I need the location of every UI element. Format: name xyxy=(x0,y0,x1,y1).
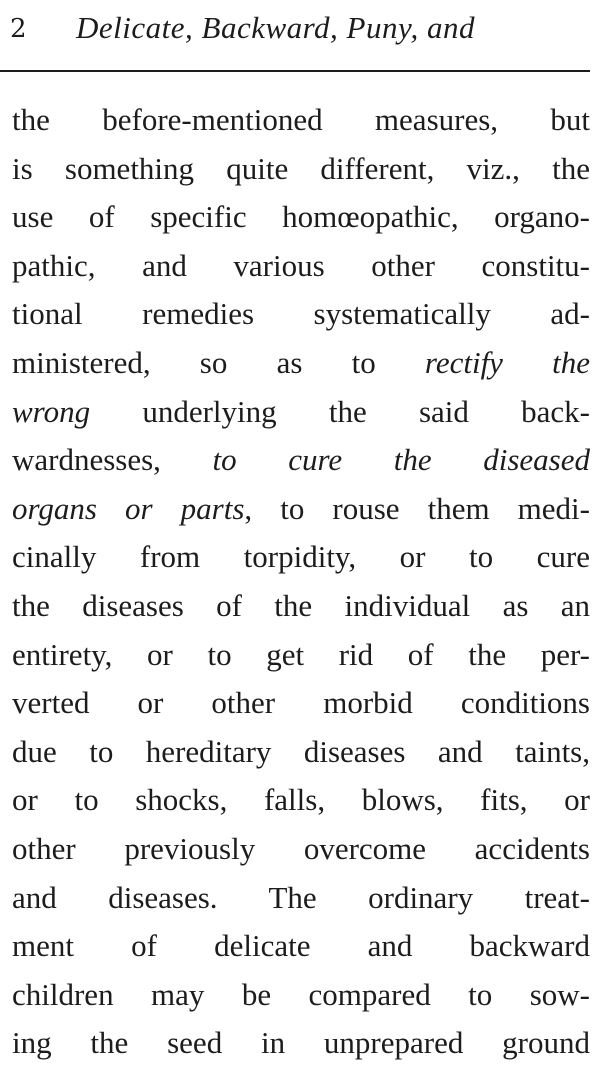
text-line xyxy=(12,436,590,485)
text-segment: verted or other morbid conditions xyxy=(12,685,590,721)
text-segment: , to rouse them medi- xyxy=(244,490,590,526)
text-segment: pathic, and various other constitu- xyxy=(12,247,590,283)
text-line xyxy=(12,971,590,1020)
text-line xyxy=(12,290,590,339)
text-line xyxy=(12,825,590,874)
text-line xyxy=(12,1019,590,1068)
text-segment: entirety, or to get rid of the per- xyxy=(12,636,590,672)
italic-text: rectify the xyxy=(424,344,591,380)
text-segment: wardnesses, xyxy=(12,442,213,478)
page-number: 2 xyxy=(10,14,27,44)
text-line xyxy=(12,193,590,242)
italic-text: organs or parts xyxy=(12,490,245,526)
text-segment: children may be compared to sow- xyxy=(12,976,590,1012)
text-line xyxy=(12,388,590,437)
text-line xyxy=(12,679,590,728)
text-segment: ment of delicate and backward xyxy=(12,928,590,964)
text-segment: the before-mentioned measures, but xyxy=(12,102,590,137)
text-line xyxy=(12,145,590,194)
text-segment: ministered, so as to xyxy=(12,344,425,380)
text-segment: and diseases. The ordinary treat- xyxy=(12,879,590,915)
text-segment: underlying the said back- xyxy=(90,393,590,429)
text-line xyxy=(12,242,590,291)
text-line xyxy=(12,874,590,923)
text-segment: the diseases of the individual as an xyxy=(12,587,590,623)
text-segment: other previously overcome accidents xyxy=(12,830,590,866)
text-segment: ing the seed in unprepared ground xyxy=(12,1025,590,1061)
italic-text: wrong xyxy=(12,393,91,429)
text-segment: use of specific homœopathic, organo- xyxy=(12,199,590,235)
text-line xyxy=(12,631,590,680)
text-line xyxy=(12,728,590,777)
text-segment: due to hereditary diseases and taints, xyxy=(12,733,590,769)
text-line xyxy=(12,96,590,145)
header-rule xyxy=(0,70,590,72)
text-line xyxy=(12,485,590,534)
text-segment: is something quite different, viz., the xyxy=(12,150,590,186)
page-header xyxy=(0,0,600,60)
text-line xyxy=(12,922,590,971)
text-segment: tional remedies systematically ad- xyxy=(12,296,590,332)
running-head: Delicate, Backward, Puny, and xyxy=(76,10,476,45)
text-line xyxy=(12,533,590,582)
text-segment: or to shocks, falls, blows, fits, or xyxy=(12,782,590,818)
text-segment: cinally from torpidity, or to cure xyxy=(12,539,590,575)
text-line xyxy=(12,582,590,631)
italic-text: to cure the diseased xyxy=(212,442,590,478)
body-text xyxy=(12,96,590,1068)
text-line xyxy=(12,339,590,388)
text-line xyxy=(12,776,590,825)
